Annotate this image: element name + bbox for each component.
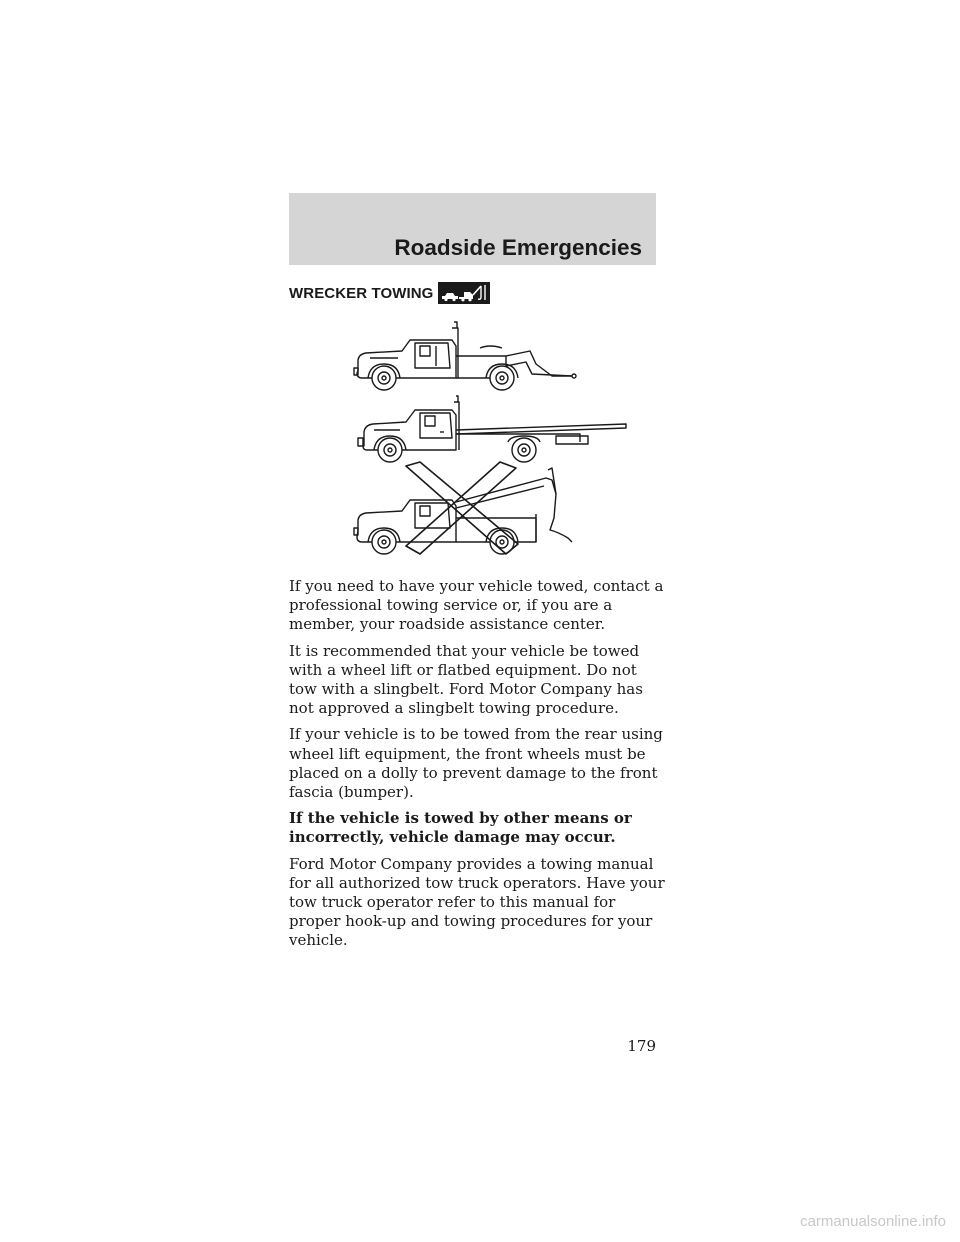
watermark: carmanualsonline.info [800, 1213, 946, 1230]
towing-methods-illustration [340, 318, 640, 568]
wrecker-towing-heading: WRECKER TOWING [289, 284, 434, 302]
section-title: Roadside Emergencies [394, 235, 642, 260]
paragraph-recommended-equipment: It is recommended that your vehicle be towed with a wheel lift or flatbed equipment. Do not tow with a slingbelt. Ford Motor Company has not approved a slingbelt towing procedure. [289, 641, 643, 718]
paragraph-damage-warning: If the vehicle is towed by other means or incorrectly, vehicle damage may occur. [289, 809, 632, 847]
section-heading [289, 282, 490, 304]
crossed-out-x-mark [406, 462, 518, 554]
wheel-lift-tow-truck [354, 322, 576, 390]
section-header-band [289, 193, 656, 265]
paragraph-towing-manual: Ford Motor Company provides a towing manual for all authorized tow truck operators. Have your tow truck operator refer to this manual for proper hook-up and towing procedures for your vehicle. [289, 854, 665, 950]
paragraph-contact-towing: If you need to have your vehicle towed, contact a professional towing service or, if you are a member, your roadside assistance center. [289, 577, 664, 634]
page-number: 179 [627, 1037, 656, 1055]
paragraph-rear-tow-dolly: If your vehicle is to be towed from the rear using wheel lift equipment, the front wheels must be placed on a dolly to prevent damage to the front fascia (bumper). [289, 725, 663, 802]
flatbed-tow-truck [358, 396, 626, 462]
body-text [289, 577, 669, 958]
tow-truck-icon [438, 282, 490, 304]
